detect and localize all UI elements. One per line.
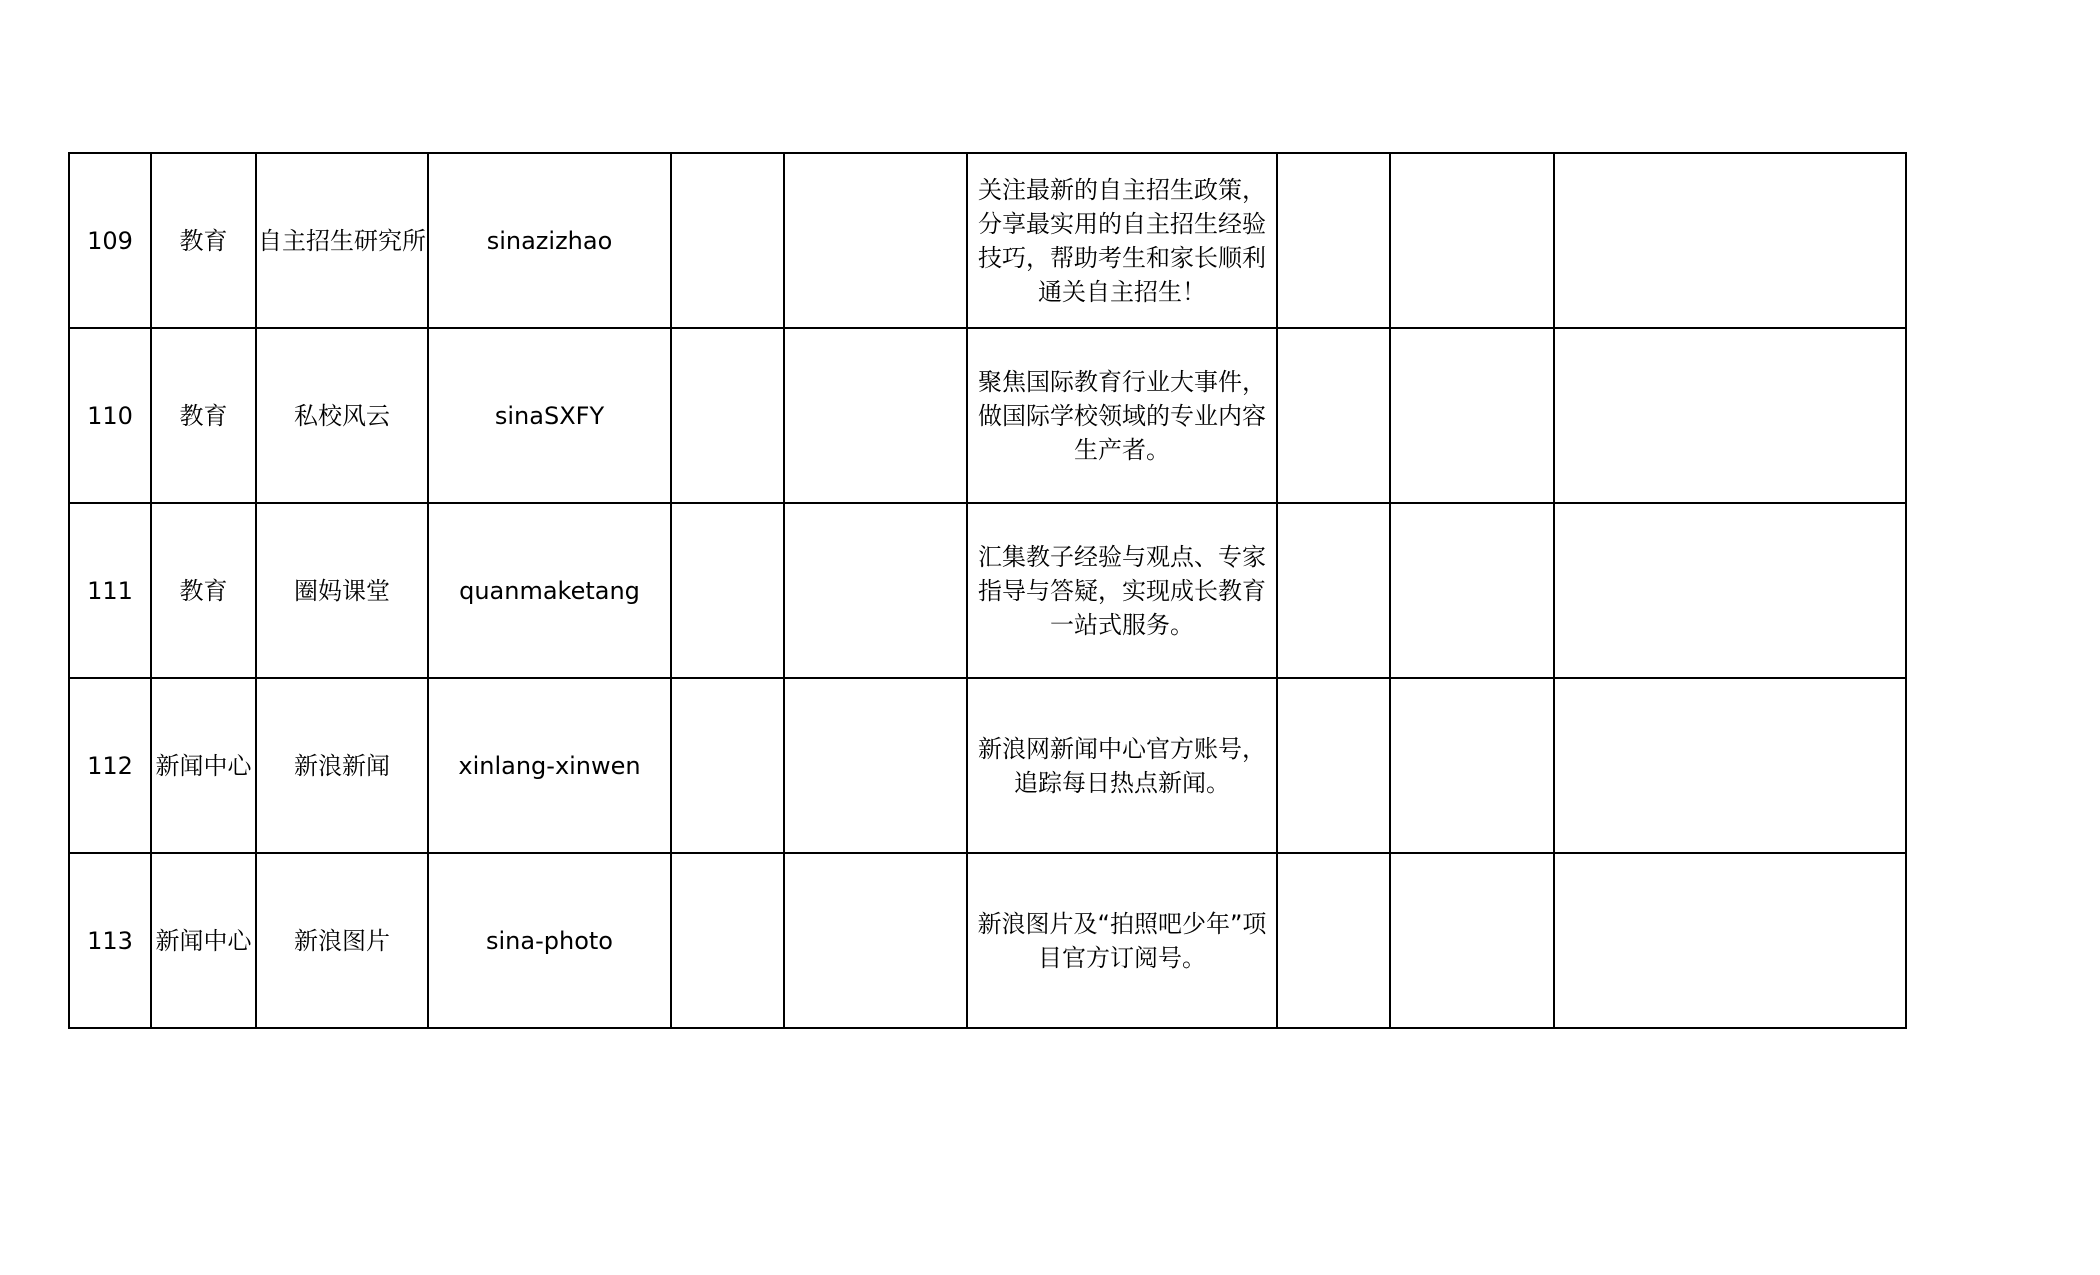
empty-cell	[671, 153, 784, 328]
description-cell: 汇集教子经验与观点、专家指导与答疑，实现成长教育一站式服务。	[967, 503, 1277, 678]
empty-cell	[784, 503, 967, 678]
category-cell: 教育	[151, 153, 256, 328]
empty-cell	[1390, 503, 1554, 678]
empty-cell	[1554, 853, 1906, 1028]
row-number-cell: 110	[69, 328, 151, 503]
account-name-cell: 新浪新闻	[256, 678, 428, 853]
table-row	[69, 853, 1906, 1028]
account-id-cell: sina-photo	[428, 853, 671, 1028]
category-cell: 新闻中心	[151, 678, 256, 853]
account-name-cell: 私校风云	[256, 328, 428, 503]
empty-cell	[1390, 153, 1554, 328]
empty-cell	[1277, 503, 1390, 678]
row-number-cell: 113	[69, 853, 151, 1028]
description-cell: 新浪网新闻中心官方账号，追踪每日热点新闻。	[967, 678, 1277, 853]
empty-cell	[784, 853, 967, 1028]
account-table	[68, 152, 1907, 1029]
category-cell: 教育	[151, 503, 256, 678]
row-number-cell: 111	[69, 503, 151, 678]
empty-cell	[1390, 853, 1554, 1028]
empty-cell	[1390, 328, 1554, 503]
empty-cell	[671, 503, 784, 678]
empty-cell	[1277, 153, 1390, 328]
table-row	[69, 503, 1906, 678]
account-id-cell: sinazizhao	[428, 153, 671, 328]
account-id-cell: xinlang-xinwen	[428, 678, 671, 853]
account-name-cell: 新浪图片	[256, 853, 428, 1028]
empty-cell	[784, 678, 967, 853]
category-cell: 新闻中心	[151, 853, 256, 1028]
table-row	[69, 153, 1906, 328]
empty-cell	[1554, 678, 1906, 853]
row-number-cell: 109	[69, 153, 151, 328]
empty-cell	[671, 328, 784, 503]
empty-cell	[671, 678, 784, 853]
account-name-cell: 圈妈课堂	[256, 503, 428, 678]
table-row	[69, 328, 1906, 503]
empty-cell	[1554, 153, 1906, 328]
empty-cell	[784, 153, 967, 328]
description-cell: 聚焦国际教育行业大事件，做国际学校领域的专业内容生产者。	[967, 328, 1277, 503]
row-number-cell: 112	[69, 678, 151, 853]
account-name-cell: 自主招生研究所	[256, 153, 428, 328]
empty-cell	[1390, 678, 1554, 853]
description-cell: 新浪图片及“拍照吧少年”项目官方订阅号。	[967, 853, 1277, 1028]
empty-cell	[784, 328, 967, 503]
empty-cell	[1277, 678, 1390, 853]
empty-cell	[1277, 328, 1390, 503]
table-row	[69, 678, 1906, 853]
category-cell: 教育	[151, 328, 256, 503]
account-id-cell: sinaSXFY	[428, 328, 671, 503]
account-id-cell: quanmaketang	[428, 503, 671, 678]
empty-cell	[1554, 503, 1906, 678]
description-cell: 关注最新的自主招生政策，分享最实用的自主招生经验技巧，帮助考生和家长顺利通关自主招生！	[967, 153, 1277, 328]
empty-cell	[1277, 853, 1390, 1028]
empty-cell	[1554, 328, 1906, 503]
empty-cell	[671, 853, 784, 1028]
